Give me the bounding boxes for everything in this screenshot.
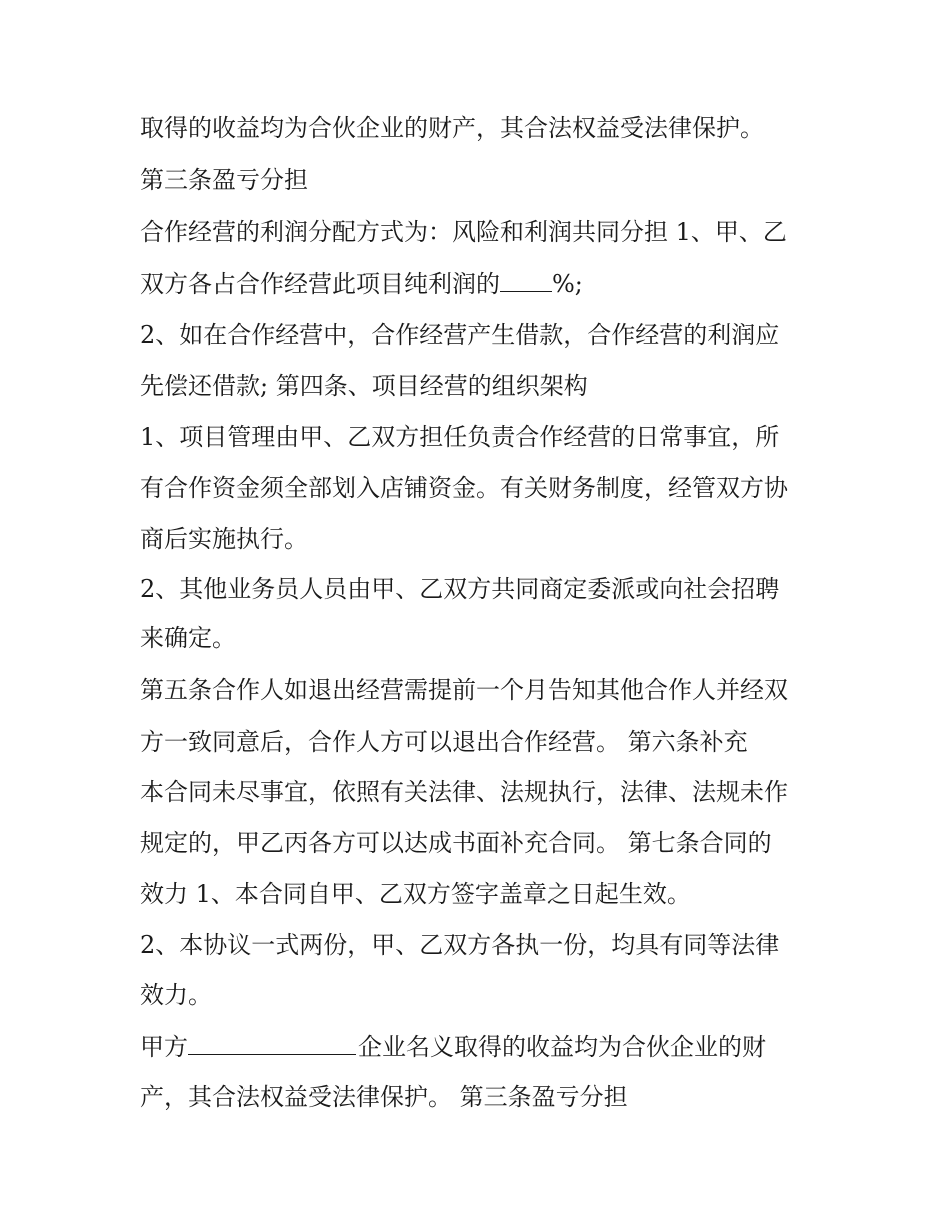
text-line: 合作经营的利润分配方式为：风险和利润共同分担 1、甲、乙: [140, 218, 787, 246]
text-line: 2、如在合作经营中，合作经营产生借款，合作经营的利润应: [140, 321, 780, 349]
party-a-name-blank-field[interactable]: [188, 1032, 356, 1055]
line-text: 企业名义取得的收益均为合伙企业的财: [358, 1033, 766, 1061]
text-line: 来确定。: [140, 624, 236, 652]
line-text: 双方各占合作经营此项目纯利润的: [140, 270, 500, 298]
text-line: 效力 1、本合同自甲、乙双方签字盖章之日起生效。: [140, 880, 691, 908]
section-heading: 第三条盈亏分担: [140, 166, 308, 194]
text-line-with-blank: [140, 1030, 766, 1064]
line-text: %;: [552, 270, 583, 298]
party-a-label: 甲方: [140, 1033, 188, 1061]
text-line: 1、项目管理由甲、乙双方担任负责合作经营的日常事宜，所: [140, 423, 780, 451]
text-line: 取得的收益均为合伙企业的财产，其合法权益受法律保护。: [140, 114, 764, 142]
text-line: 规定的，甲乙丙各方可以达成书面补充合同。 第七条合同的: [140, 829, 772, 857]
text-line: 2、本协议一式两份，甲、乙双方各执一份，均具有同等法律: [140, 931, 780, 959]
text-line-with-blank: [140, 267, 583, 301]
text-line: 效力。: [140, 981, 212, 1009]
text-line: 方一致同意后，合作人方可以退出合作经营。 第六条补充: [140, 728, 748, 756]
text-line: 本合同未尽事宜，依照有关法律、法规执行，法律、法规未作: [140, 778, 788, 806]
text-line: 有合作资金须全部划入店铺资金。有关财务制度，经管双方协: [140, 474, 788, 502]
text-line: 商后实施执行。: [140, 525, 308, 553]
text-line: 产，其合法权益受法律保护。 第三条盈亏分担: [140, 1083, 628, 1111]
text-line: 2、其他业务员人员由甲、乙双方共同商定委派或向社会招聘: [140, 575, 780, 603]
text-line: 先偿还借款; 第四条、项目经营的组织架构: [140, 372, 588, 400]
text-line: 第五条合作人如退出经营需提前一个月告知其他合作人并经双: [140, 676, 788, 704]
percent-blank-field[interactable]: [500, 269, 552, 292]
